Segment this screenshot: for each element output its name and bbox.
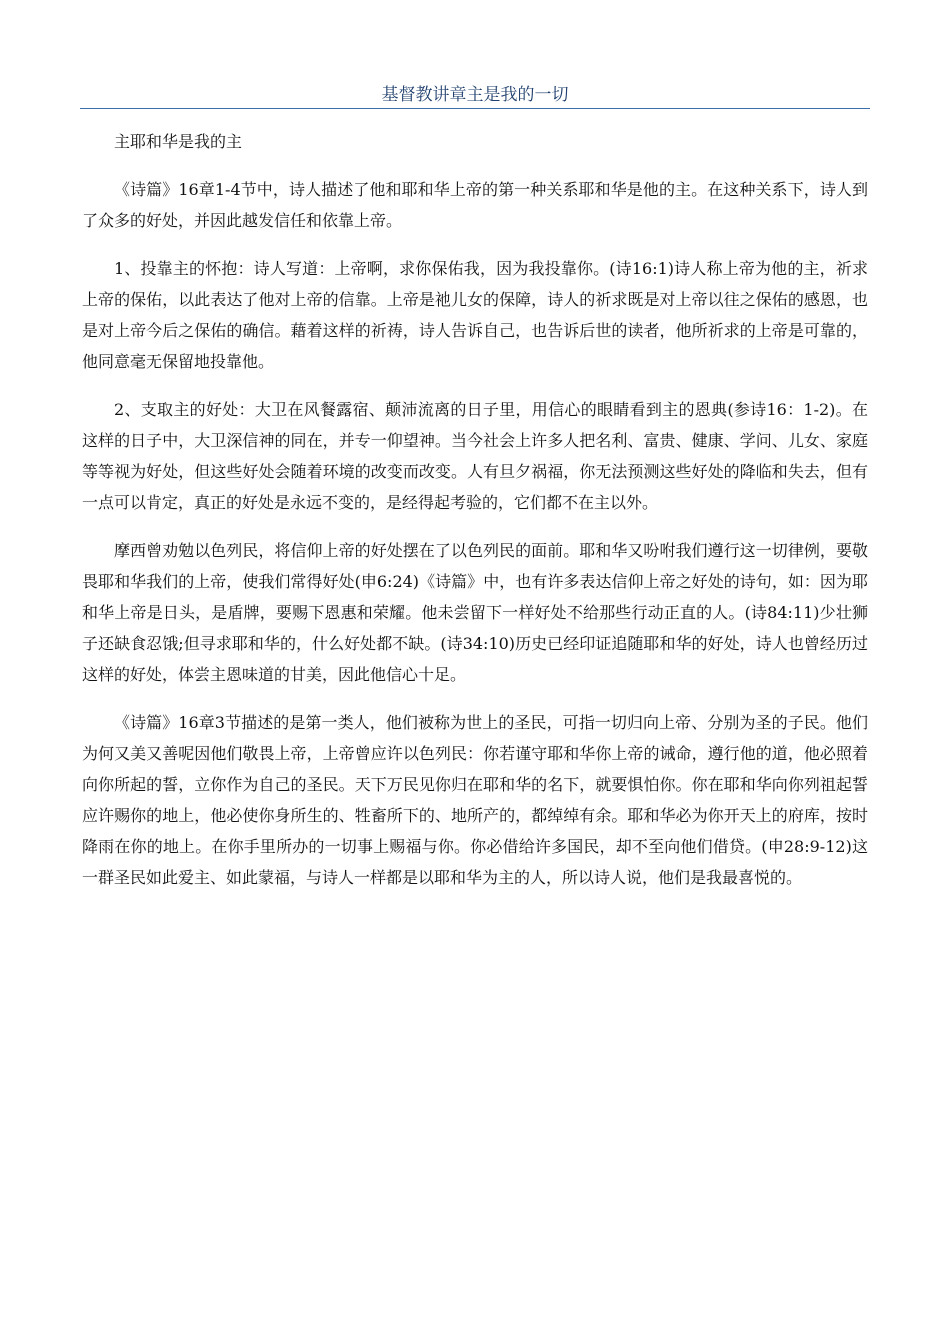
paragraph: 2、支取主的好处：大卫在风餐露宿、颠沛流离的日子里，用信心的眼睛看到主的恩典(参诗16：1-2)。在这样的日子中，大卫深信神的同在，并专一仰望神。当今社会上许多人把名利、富贵、健康、学问、儿女、家庭等等视为好处，但这些好处会随着环境的改变而改变。人有旦夕祸福，你无法预测这些好处的降临和失去，但有一点可以肯定，真正的好处是永远不变的，是经得起考验的，它们都不在主以外。 bbox=[82, 400, 868, 512]
paragraph-heading: 主耶和华是我的主 bbox=[114, 132, 243, 151]
document-title: 基督教讲章主是我的一切 bbox=[381, 85, 569, 105]
paragraph: 摩西曾劝勉以色列民，将信仰上帝的好处摆在了以色列民的面前。耶和华又吩咐我们遵行这一切律例，要敬畏耶和华我们的上帝，使我们常得好处(申6:24)《诗篇》中，也有许多表达信仰上帝之好处的诗句，如：因为耶和华上帝是日头，是盾牌，要赐下恩惠和荣耀。他未尝留下一样好处不给那些行动正直的人。(诗84:11)少壮狮子还缺食忍饿;但寻求耶和华的，什么好处都不缺。(诗34:10)历史已经印证追随耶和华的好处，诗人也曾经历过这样的好处，体尝主恩味道的甘美，因此他信心十足。 bbox=[82, 541, 868, 684]
document-body bbox=[82, 126, 868, 910]
title-underline bbox=[80, 108, 870, 109]
paragraph: 1、投靠主的怀抱：诗人写道：上帝啊，求你保佑我，因为我投靠你。(诗16:1)诗人称上帝为他的主，祈求上帝的保佑，以此表达了他对上帝的信靠。上帝是祂儿女的保障，诗人的祈求既是对上帝以往之保佑的感恩，也是对上帝今后之保佑的确信。藉着这样的祈祷，诗人告诉自己，也告诉后世的读者，他所祈求的上帝是可靠的，他同意毫无保留地投靠他。 bbox=[82, 259, 868, 371]
paragraph: 《诗篇》16章3节描述的是第一类人，他们被称为世上的圣民，可指一切归向上帝、分别为圣的子民。他们为何又美又善呢因他们敬畏上帝，上帝曾应许以色列民：你若谨守耶和华你上帝的诫命，遵行他的道，他必照着向你所起的誓，立你作为自己的圣民。天下万民见你归在耶和华的名下，就要惧怕你。你在耶和华向你列祖起誓应许赐你的地上，他必使你身所生的、牲畜所下的、地所产的，都绰绰有余。耶和华必为你开天上的府库，按时降雨在你的地上。在你手里所办的一切事上赐福与你。你必借给许多国民，却不至向他们借贷。(申28:9-12)这一群圣民如此爱主、如此蒙福，与诗人一样都是以耶和华为主的人，所以诗人说，他们是我最喜悦的。 bbox=[82, 713, 868, 887]
paragraph: 《诗篇》16章1-4节中，诗人描述了他和耶和华上帝的第一种关系耶和华是他的主。在这种关系下，诗人到了众多的好处，并因此越发信任和依靠上帝。 bbox=[82, 180, 868, 230]
